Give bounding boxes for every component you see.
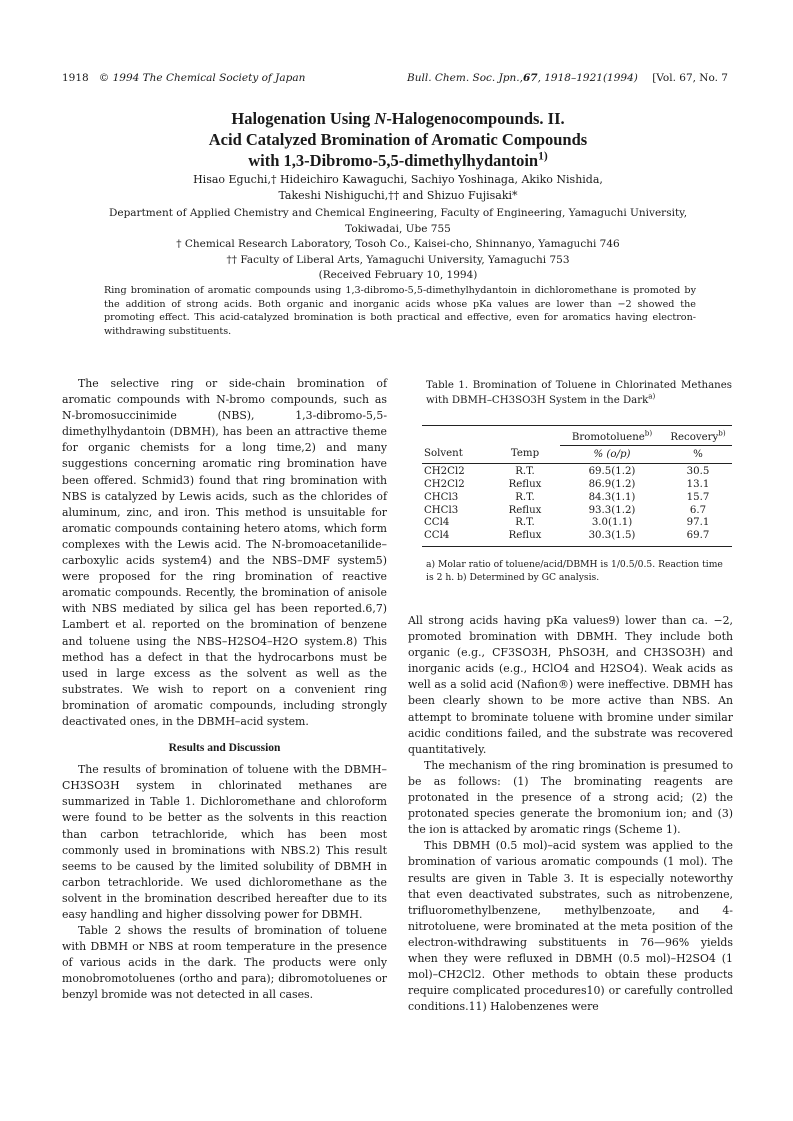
cell-recovery: 97.1 (686, 517, 710, 529)
cell-recovery: 69.7 (664, 530, 732, 546)
cell-solvent: CCl4 (422, 530, 490, 546)
cell-recovery: 30.5 (686, 466, 710, 478)
cell-recovery: 15.7 (686, 491, 710, 503)
article-title: Halogenation Using N-Halogenocompounds. II. Acid Catalyzed Bromination of Aromatic Compounds with 1,3-Dibromo-5,5-dimethylhydantoin$^{1)}$ (208, 109, 588, 170)
copyright: © 1994 The Chemical Society of Japan (98, 72, 306, 84)
cell-yield: 69.5(1.2) (588, 466, 636, 478)
journal-citation: Bull. Chem. Soc. Jpn.,67, 1918–1921(1994) (407, 72, 638, 84)
cell-solvent: CHCl3 (424, 491, 459, 503)
table-row (422, 464, 732, 479)
table-row (422, 492, 732, 505)
header-pct: % (664, 445, 732, 464)
cell-yield: 93.3(1.2) (588, 504, 636, 516)
cell-temp: R.T. (515, 491, 535, 503)
cell-solvent: CH2Cl2 (424, 466, 465, 478)
discussion-paragraph-1: All strong acids having pKa values9) lower than ca. −2, promoted bromination with DBMH. They include both organic (e.g., CF3SO3H, PhSO3H, and CH3SO3H) and inorganic acids (e.g., HClO4 and H2SO4). Weak acids as well as a solid acid (Nafion®) were ineffective. DBMH has been clearly shown to be more active than NBS. An attempt to brominate toluene with bromine under similar acidic conditions failed, and the substrate was recovered quantitatively. (408, 614, 733, 756)
left-column (62, 376, 387, 1004)
cell-temp: R.T. (515, 517, 535, 529)
right-column (408, 613, 733, 1015)
cell-temp: R.T. (515, 466, 535, 478)
table-row (422, 530, 732, 546)
cell-yield: 3.0(1.1) (591, 517, 633, 529)
affiliations: Department of Applied Chemistry and Chemical Engineering, Faculty of Engineering, Yamaguchi University, Tokiwadai, Ube 755 † Chemical Research Laboratory, Tosoh Co., Kaisei-cho, Shinnanyo, Yamaguchi 746 †† Faculty of Liberal Arts, Yamaguchi University, Yamaguchi 753 (Received February 10, 1994) (62, 206, 734, 284)
cell-temp: Reflux (490, 530, 560, 546)
header-temp: Temp (490, 445, 560, 464)
cell-solvent: CHCl3 (424, 504, 459, 516)
cell-yield: 84.3(1.1) (588, 491, 636, 503)
results-paragraph-1: The results of bromination of toluene with the DBMH–CH3SO3H system in chlorinated methanes are summarized in Table 1. Dichloromethane and chloroform were found to be better as the solvents in this reaction than carbon tetrachloride, which has been most commonly used in brominations with NBS.2) This result seems to be caused by the limited solubility of DBMH in carbon tetrachloride. We used dichloromethane as the solvent in the bromination described hereafter due to its easy handling and higher dissolving power for DBMH. (62, 763, 387, 921)
intro-paragraph: The selective ring or side-chain bromination of aromatic compounds with N-bromo compounds, such as N-bromosuccinimide (NBS), 1,3-dibromo-5,5-dimethylhydantoin (DBMH), has been an attractive theme for organic chemists for a long time,2) and many suggestions concerning aromatic ring bromination have been offered. Schmid3) found that ring bromination with NBS is catalyzed by Lewis acids, such as the chlorides of aluminum, zinc, and iron. This method is unsuitable for aromatic compounds containing hetero atoms, which form complexes with the Lewis acid. The N-bromoacetanilide–carboxylic acids system4) and the NBS–DMF system5) were proposed for the ring bromination of reactive aromatic compounds. Recently, the bromination of anisole with NBS mediated by silica gel has been reported.6,7) Lambert et al. reported on the bromination of benzene and toluene using the NBS–H2SO4–H2O system.8) This method has a defect in that the hydrocarbons must be used in large excess as the solvent as well as the substrates. We wish to report on a convenient ring bromination of aromatic compounds, including strongly deactivated ones, in the DBMH–acid system. (62, 377, 387, 728)
table-1 (422, 425, 732, 547)
header-bromotoluene: Bromotoluene$^{b)}$ (560, 432, 664, 445)
header-solvent: Solvent (422, 445, 490, 464)
table-footnote: a) Molar ratio of toluene/acid/DBMH is 1/0.5/0.5. Reaction time is 2 h. b) Determined by GC analysis. (426, 559, 723, 583)
title-footnote-ref: 1) (538, 150, 548, 163)
section-heading: Results and Discussion (168, 742, 281, 755)
cell-temp: Reflux (508, 504, 542, 516)
cell-solvent: CH2Cl2 (424, 479, 465, 491)
table-header-row-2 (422, 445, 732, 464)
results-paragraph-2: Table 2 shows the results of bromination of toluene with DBMH or NBS at room temperature in the presence of various acids in the dark. The products were only monobromotoluenes (ortho and para); dibromotoluenes or benzyl bromide was not detected in all cases. (62, 924, 387, 1002)
cell-solvent: CCl4 (424, 517, 450, 529)
volume-issue: [Vol. 67, No. 7 (652, 72, 728, 84)
author-list: Hisao Eguchi,† Hideichiro Kawaguchi, Sachiyo Yoshinaga, Akiko Nishida, Takeshi Nishiguchi,†† and Shizuo Fujisaki* (193, 173, 603, 202)
cell-temp: Reflux (508, 479, 542, 491)
header-op: % (o/p) (560, 445, 664, 464)
discussion-paragraph-2: The mechanism of the ring bromination is presumed to be as follows: (1) The brominating reagents are protonated in the presence of a strong acid; (2) the protonated species generate the bromonium ion; and (3) the ion is attacked by aromatic rings (Scheme 1). (408, 758, 733, 837)
cell-recovery: 6.7 (689, 504, 707, 516)
table-body (422, 464, 732, 546)
page-number: 1918 (62, 72, 89, 84)
table-row (422, 517, 732, 530)
cell-yield: 30.3(1.5) (560, 530, 664, 546)
cell-recovery: 13.1 (686, 479, 710, 491)
cell-yield: 86.9(1.2) (588, 479, 636, 491)
table-row (422, 505, 732, 518)
table-row (422, 479, 732, 492)
discussion-paragraph-3: This DBMH (0.5 mol)–acid system was applied to the bromination of various aromatic compounds (1 mol). The results are given in Table 3. It is especially noteworthy that even deactivated substrates, such as nitrobenzene, trifluoromethylbenzene, methylbenzoate, and 4-nitrotoluene, were brominated at the meta position of the electron-withdrawing substituents in 76—96% yields when they were refluxed in DBMH (0.5 mol)–H2SO4 (1 mol)–CH2Cl2. Other methods to obtain these products require complicated procedures10) or carefully controlled conditions.11) Halobenzenes were (408, 839, 733, 1014)
table-caption: Table 1. Bromination of Toluene in Chlorinated Methanes with DBMH–CH3SO3H System in the Dark$^{a)}$ (426, 380, 732, 406)
header-recovery: Recovery$^{b)}$ (664, 432, 732, 445)
abstract: Ring bromination of aromatic compounds using 1,3-dibromo-5,5-dimethylhydantoin in dichloromethane is promoted by the addition of strong acids. Both organic and inorganic acids whose pKa values are lower than −2 showed the promoting effect. This acid-catalyzed bromination is both practical and effective, even for aromatics having electron-withdrawing substituents. (104, 285, 696, 337)
received-date: (Received February 10, 1994) (318, 269, 478, 282)
